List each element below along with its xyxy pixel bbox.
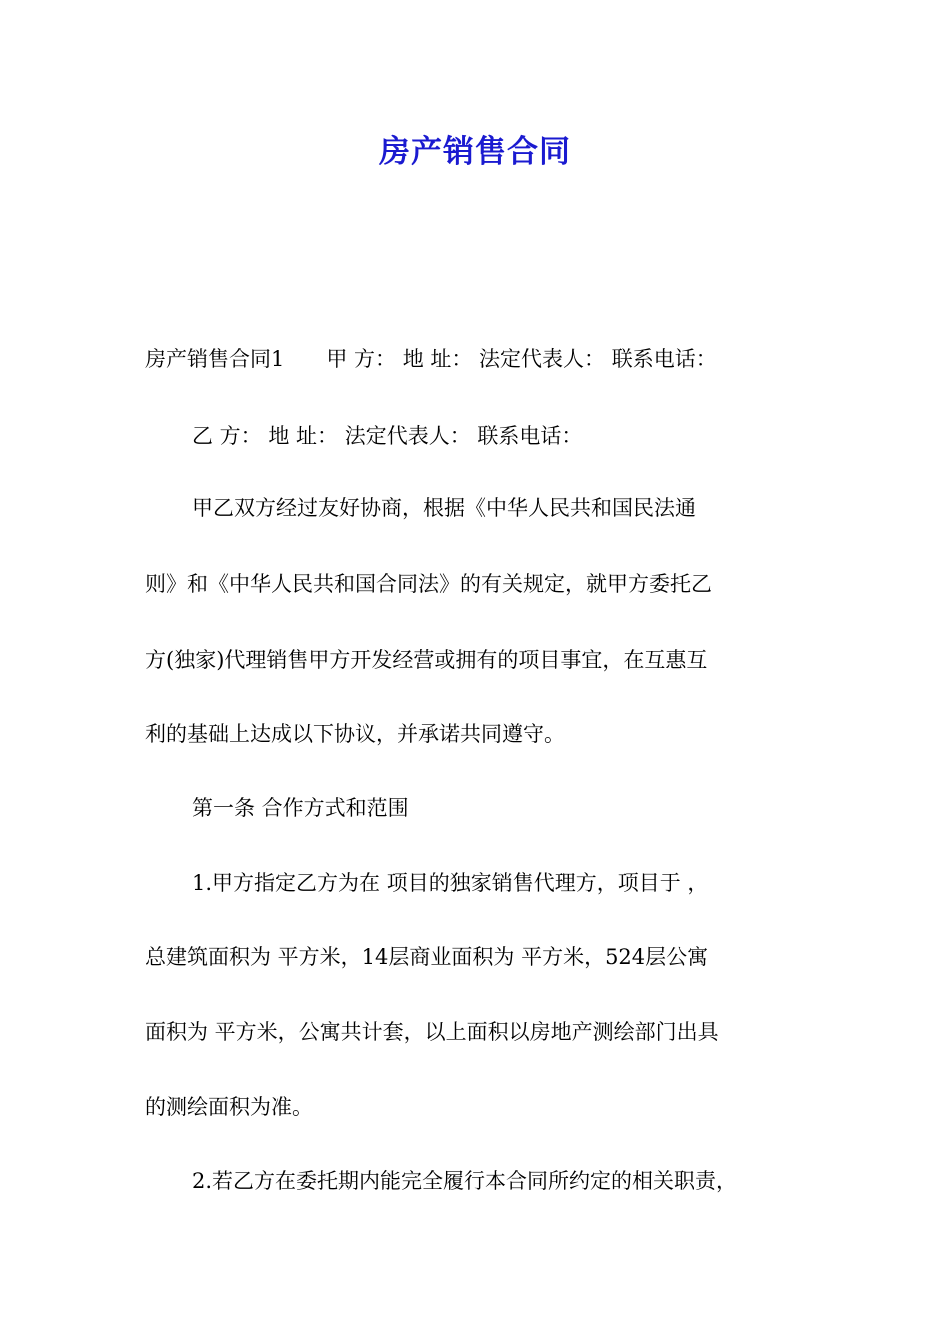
paragraph-line: 则》和《中华人民共和国合同法》的有关规定，就甲方委托乙	[145, 572, 712, 596]
party-a-line: 房产销售合同1 甲 方： 地 址： 法定代表人： 联系电话：	[145, 347, 717, 371]
paragraph-line: 利的基础上达成以下协议，并承诺共同遵守。	[145, 722, 565, 746]
clause-line: 1.甲方指定乙方为在 项目的独家销售代理方，项目于 ，	[192, 871, 709, 895]
paragraph-line: 甲乙双方经过友好协商，根据《中华人民共和国民法通	[192, 496, 696, 520]
clause-line: 总建筑面积为 平方米，14层商业面积为 平方米，524层公寓	[145, 945, 709, 969]
clause-line: 2.若乙方在委托期内能完全履行本合同所约定的相关职责，	[192, 1169, 738, 1193]
section-heading: 第一条 合作方式和范围	[192, 796, 409, 820]
party-b-line: 乙 方： 地 址： 法定代表人： 联系电话：	[192, 424, 583, 448]
paragraph-line: 方(独家)代理销售甲方开发经营或拥有的项目事宜，在互惠互	[145, 648, 708, 672]
clause-line: 的测绘面积为准。	[145, 1095, 313, 1119]
clause-line: 面积为 平方米，公寓共计套，以上面积以房地产测绘部门出具	[145, 1020, 719, 1044]
document-title: 房产销售合同	[379, 134, 571, 170]
